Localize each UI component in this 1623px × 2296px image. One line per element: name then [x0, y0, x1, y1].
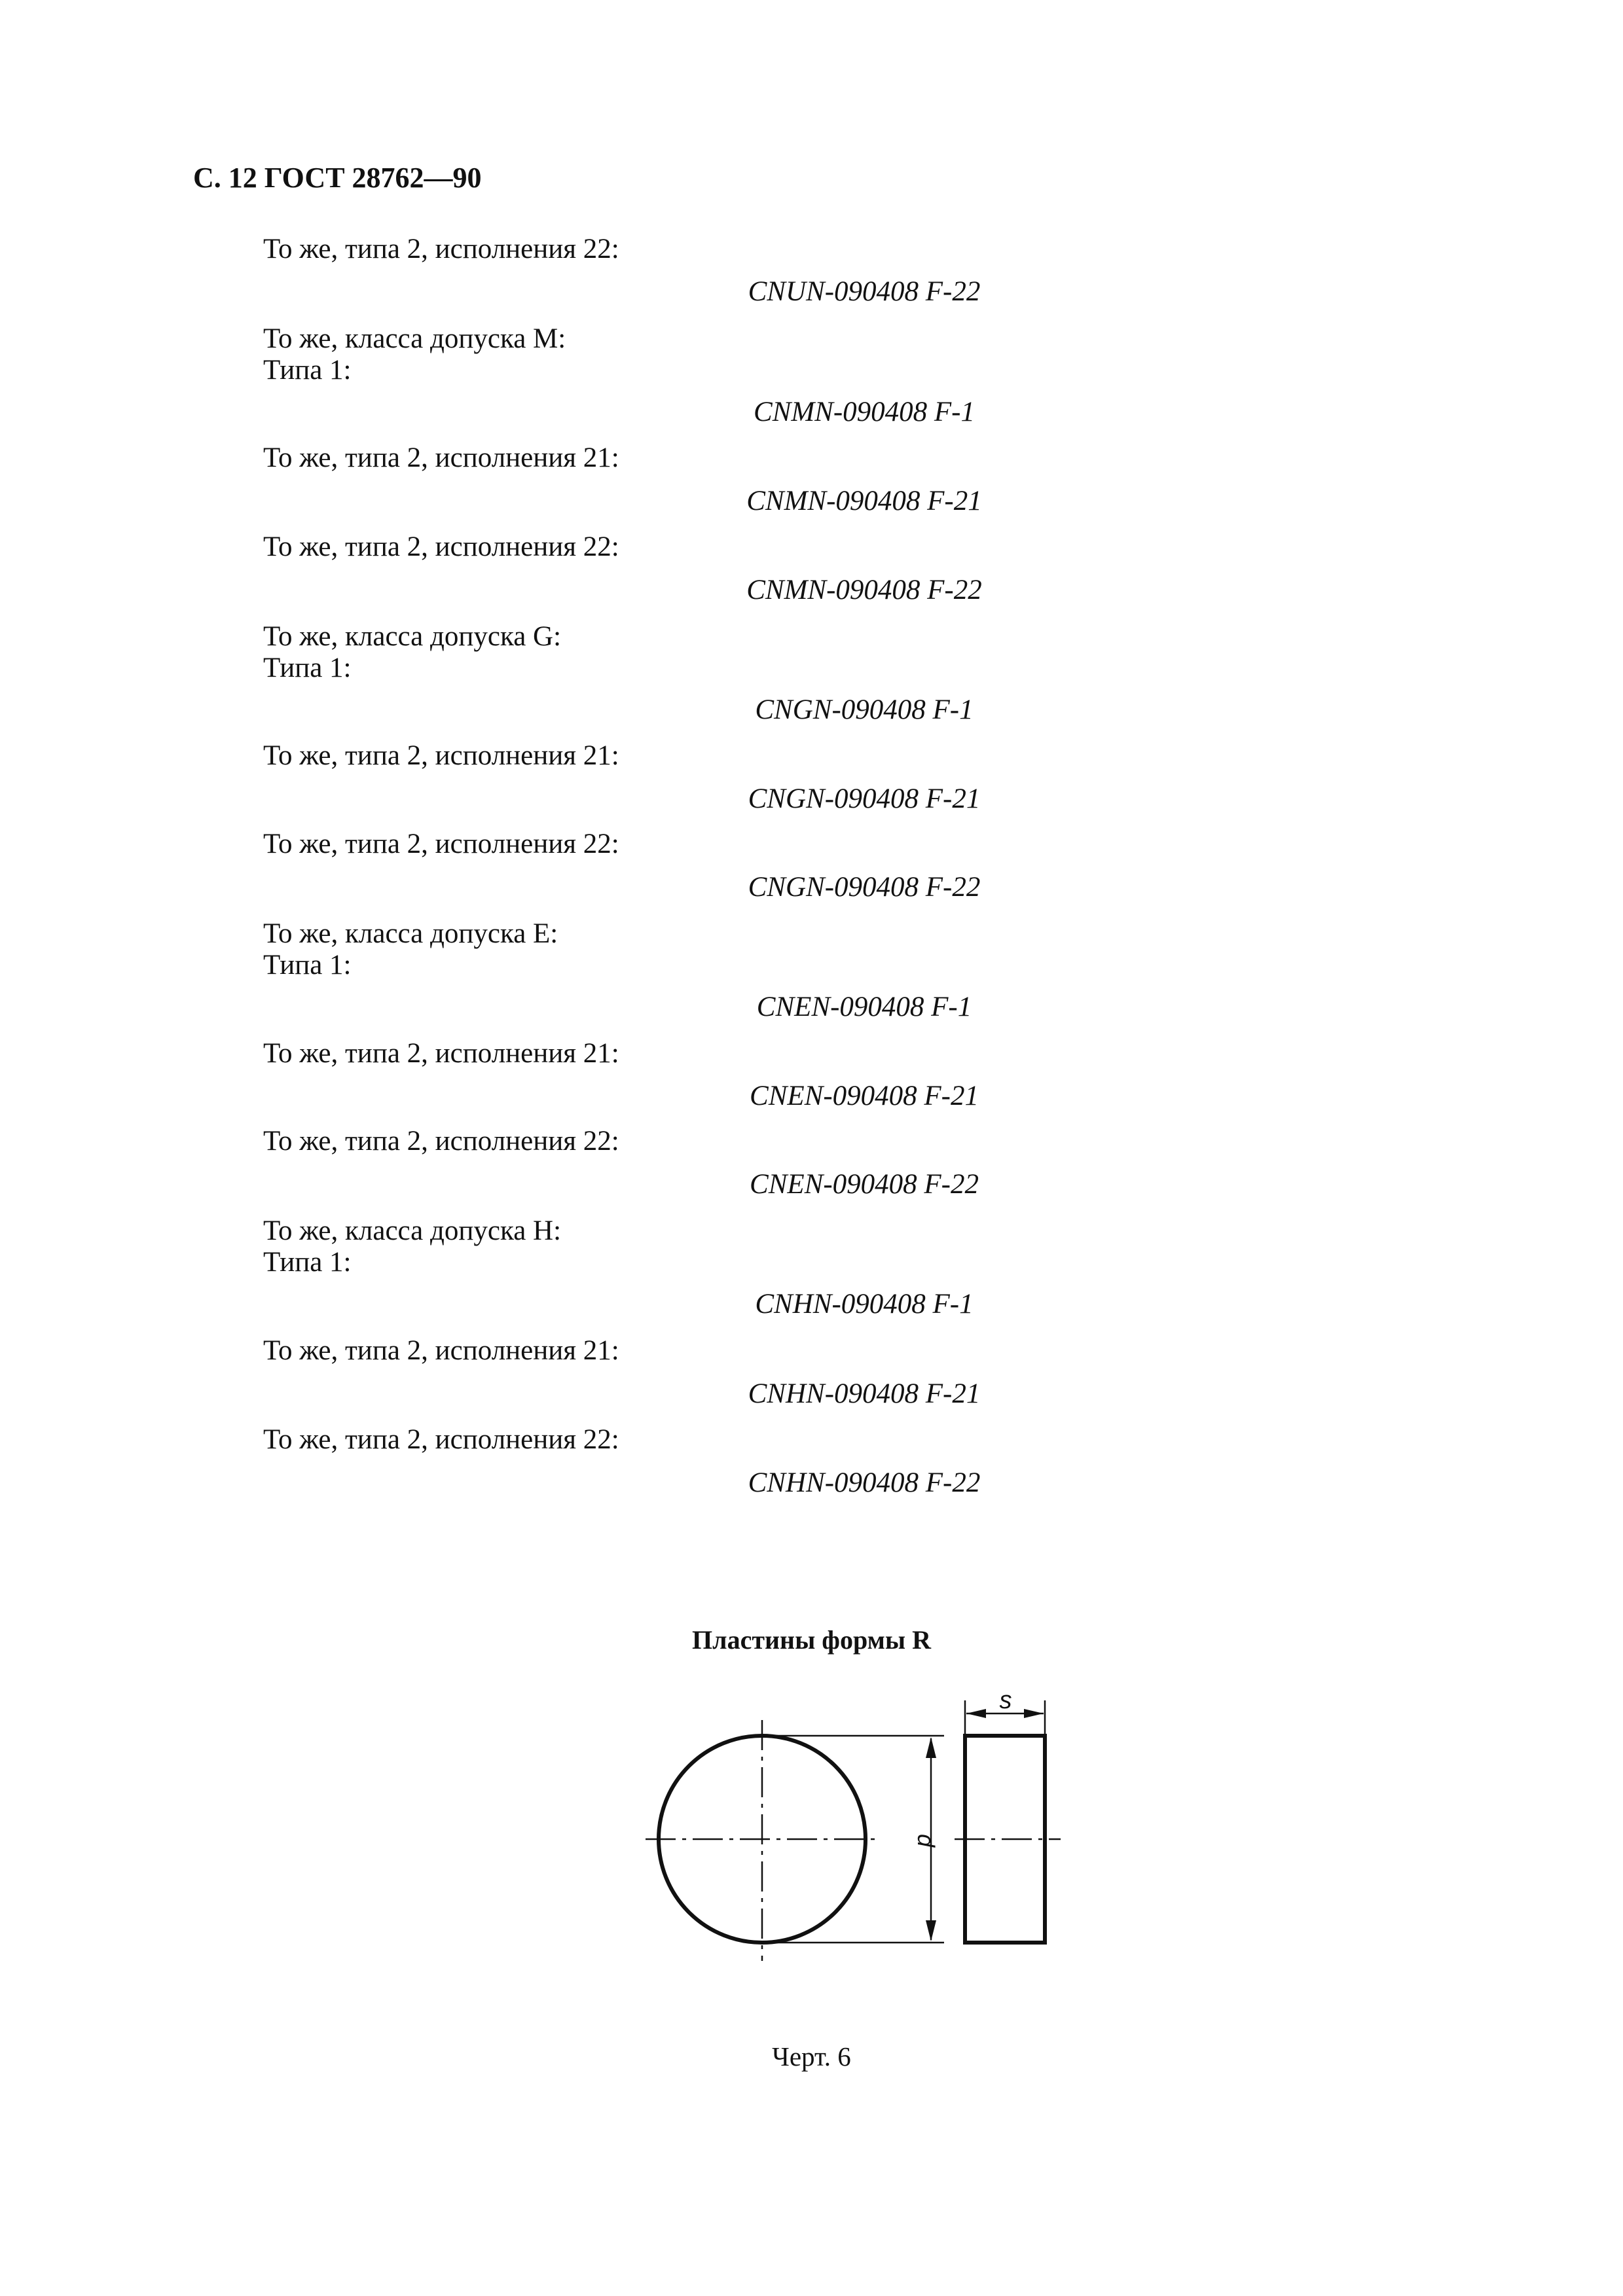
item-description: То же, типа 2, исполнения 22: — [263, 234, 619, 264]
item-description: Типа 1: — [263, 950, 352, 980]
item-description: То же, типа 2, исполнения 22: — [263, 1126, 619, 1157]
thickness-label: s — [999, 1687, 1012, 1714]
arrow-head — [966, 1709, 986, 1718]
item-description: Типа 1: — [263, 1247, 352, 1278]
item-code: CNGN-090408 F-21 — [748, 783, 981, 814]
item-description: То же, класса допуска G: — [263, 621, 562, 652]
item-description: То же, класса допуска M: — [263, 323, 566, 354]
item-code: CNHN-090408 F-22 — [748, 1467, 981, 1498]
item-code: CNGN-090408 F-22 — [748, 872, 981, 903]
figure-caption: Черт. 6 — [772, 2041, 851, 2072]
item-code: CNUN-090408 F-22 — [748, 276, 981, 307]
item-code: CNEN-090408 F-21 — [750, 1081, 979, 1111]
item-code: CNEN-090408 F-1 — [756, 992, 972, 1022]
arrow-head — [1024, 1709, 1044, 1718]
item-code: CNMN-090408 F-21 — [746, 486, 982, 516]
item-code: CNMN-090408 F-1 — [753, 397, 976, 427]
item-code: CNGN-090408 F-1 — [755, 694, 974, 725]
item-description: То же, типа 2, исполнения 21: — [263, 442, 619, 473]
diameter-label: d — [913, 1833, 939, 1848]
page-title: С. 12 ГОСТ 28762—90 — [193, 162, 482, 194]
item-description: То же, класса допуска E: — [263, 918, 558, 949]
item-description: То же, типа 2, исполнения 22: — [263, 829, 619, 859]
item-code: CNEN-090408 F-22 — [750, 1169, 979, 1200]
plate-drawing — [629, 1685, 1074, 1993]
item-description: Типа 1: — [263, 653, 352, 683]
item-description: То же, типа 2, исполнения 22: — [263, 531, 619, 562]
item-description: То же, класса допуска H: — [263, 1215, 562, 1246]
item-description: То же, типа 2, исполнения 22: — [263, 1424, 619, 1455]
item-description: То же, типа 2, исполнения 21: — [263, 1335, 619, 1366]
section-title: Пластины формы R — [692, 1625, 931, 1655]
item-description: То же, типа 2, исполнения 21: — [263, 740, 619, 771]
item-description: То же, типа 2, исполнения 21: — [263, 1038, 619, 1069]
item-code: CNHN-090408 F-21 — [748, 1378, 981, 1409]
arrow-head — [926, 1920, 936, 1941]
item-code: CNMN-090408 F-22 — [746, 575, 982, 605]
item-description: Типа 1: — [263, 355, 352, 386]
arrow-head — [926, 1737, 936, 1758]
item-code: CNHN-090408 F-1 — [755, 1289, 974, 1319]
